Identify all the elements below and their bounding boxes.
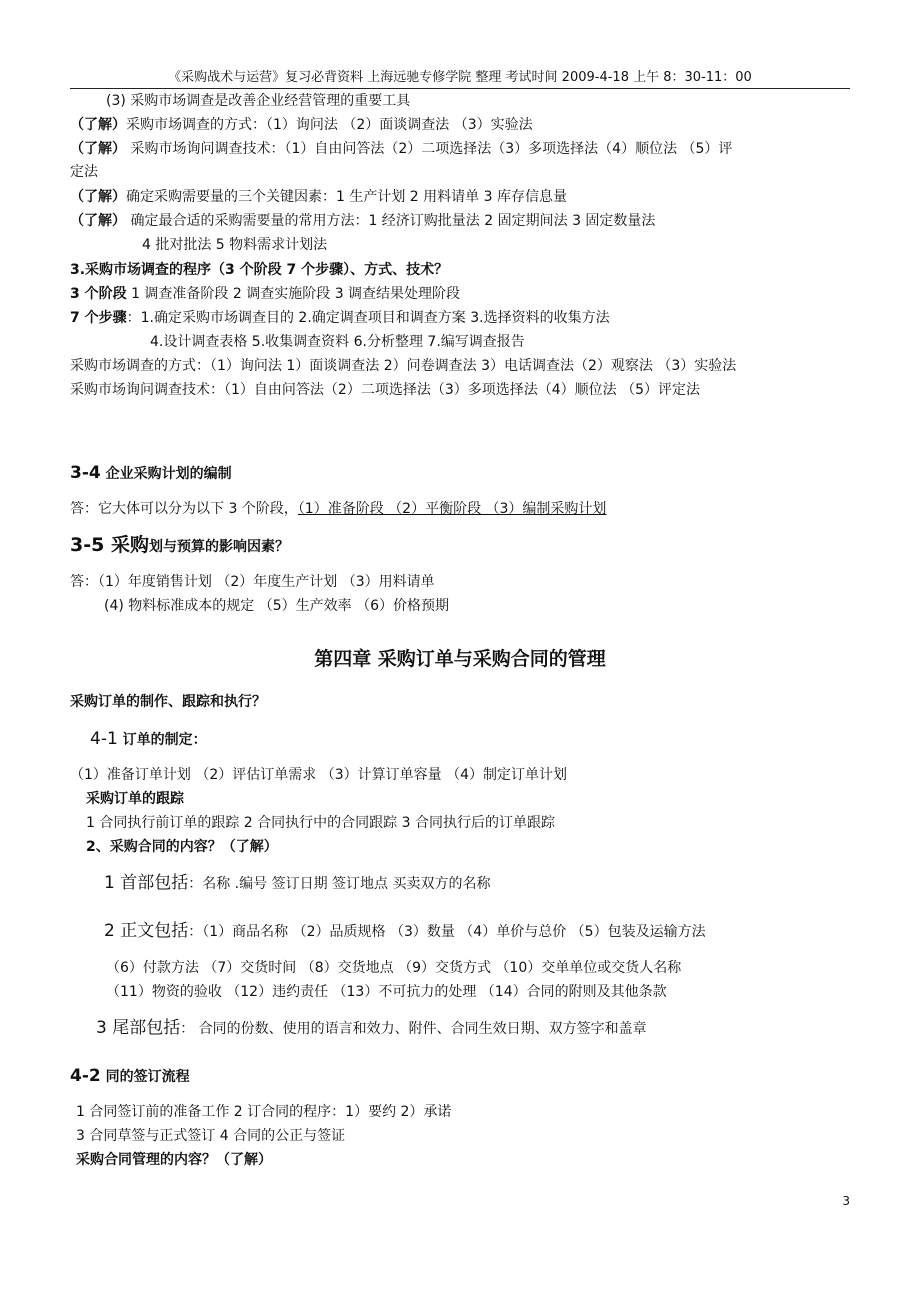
section-heading — [70, 464, 232, 483]
section-title: 企业采购计划的编制 — [100, 466, 232, 482]
text-line: (3) 采购市场调查是改善企业经营管理的重要工具 — [106, 93, 411, 109]
section-number: 4-2 — [70, 1066, 101, 1086]
part-label: 2 正文包括 — [104, 921, 189, 941]
text-line: 3 合同草签与正式签订 4 合同的公正与签证 — [76, 1128, 346, 1144]
chapter-title: 第四章 采购订单与采购合同的管理 — [314, 648, 606, 670]
text-line: （6）付款方法 （7）交货时间 （8）交货地点 （9）交货方式 （10）交单单位或交货人名称 — [106, 960, 682, 976]
line-text: 确定最合适的采购需要量的常用方法：1 经济订购批量法 2 固定期间法 3 固定数量法 — [126, 213, 656, 229]
section-title: 划与预算的影响因素？ — [148, 539, 289, 555]
line-text: ： 合同的份数、使用的语言和效力、附件、合同生效日期、双方签字和盖章 — [180, 1021, 647, 1037]
text-line: （11）物资的验收 （12）违约责任 （13）不可抗力的处理 （14）合同的附则及其他条款 — [106, 984, 667, 1000]
text-line — [96, 1019, 647, 1038]
line-text: 确定采购需要量的三个关键因素：1 生产计划 2 用料请单 3 库存信息量 — [126, 189, 567, 205]
part-label: 1 首部包括 — [104, 873, 189, 893]
text-line — [70, 140, 732, 158]
text-line: 4.设计调查表格 5.收集调查资料 6.分析整理 7.编写调查报告 — [150, 334, 525, 350]
text-line — [70, 285, 460, 303]
text-line — [70, 500, 606, 518]
text-line — [104, 874, 490, 893]
line-text: ：（1）商品名称 （2）品质规格 （3）数量 （4）单价与总价 （5）包装及运输方法 — [188, 924, 706, 940]
tag-label: 7 个步骤 — [70, 310, 127, 326]
section-number: 4-1 — [90, 729, 118, 749]
page-number: 3 — [842, 1194, 850, 1208]
text-line — [104, 922, 706, 941]
text-line: (4) 物料标准成本的规定 （5）生产效率 （6）价格预期 — [104, 598, 449, 614]
question-heading: 采购合同管理的内容？（了解） — [76, 1152, 272, 1168]
line-text: 1 调查准备阶段 2 调查实施阶段 3 调查结果处理阶段 — [126, 286, 461, 302]
text-line — [70, 116, 533, 134]
question-heading: 2、采购合同的内容？（了解） — [86, 839, 278, 855]
section-heading — [70, 536, 289, 556]
part-label: 3 尾部包括 — [96, 1018, 181, 1038]
text-line: 答：（1）年度销售计划 （2）年度生产计划 （3）用料请单 — [70, 574, 435, 590]
text-line: 1 合同签订前的准备工作 2 订合同的程序：1）要约 2）承诺 — [76, 1104, 452, 1120]
section-title: 订单的制定： — [117, 732, 207, 748]
question-heading: 采购订单的制作、跟踪和执行？ — [70, 694, 266, 710]
line-text: 采购市场询问调查技术：（1）自由问答法（2）二项选择法（3）多项选择法（4）顺位法 （5）评 — [126, 141, 733, 157]
section-heading — [90, 730, 207, 749]
text-line: （1）准备订单计划 （2）评估订单需求 （3）计算订单容量 （4）制定订单计划 — [70, 767, 567, 783]
text-line: 采购市场询问调查技术：（1）自由问答法（2）二项选择法（3）多项选择法（4）顺位法 （5）评定法 — [70, 382, 700, 398]
section-number: 3-4 — [70, 463, 101, 483]
underlined-text: （1）准备阶段 （2）平衡阶段 （3）编制采购计划 — [297, 501, 607, 517]
tag-label: （了解） — [70, 141, 126, 157]
line-text: ：名称 .编号 签订日期 签订地点 买卖双方的名称 — [188, 876, 491, 892]
section-number: 3-5 采购 — [70, 534, 149, 556]
section-heading — [70, 1067, 190, 1086]
question-heading: 3.采购市场调查的程序（3 个阶段 7 个步骤）、方式、技术？ — [70, 262, 449, 278]
text-line: 定法 — [70, 164, 98, 180]
line-text: 采购市场调查的方式：（1）询问法 （2）面谈调查法 （3）实验法 — [126, 117, 533, 133]
page-header: 《采购战术与运营》复习必背资料 上海远驰专修学院 整理 考试时间 2009-4-18 上午 8：30-11：00 — [70, 66, 850, 89]
tag-label: 3 个阶段 — [70, 286, 127, 302]
section-title: 同的签订流程 — [100, 1069, 190, 1085]
text-line: 采购市场调查的方式：（1）询问法 1）面谈调查法 2）问卷调查法 3）电话调查法（2）观察法 （3）实验法 — [70, 358, 737, 374]
line-text: ：1.确定采购市场调查目的 2.确定调查项目和调查方案 3.选择资料的收集方法 — [126, 310, 610, 326]
text-line — [70, 309, 610, 327]
line-text: 答：它大体可以分为以下 3 个阶段， — [70, 501, 298, 517]
text-line — [70, 188, 567, 206]
question-heading: 采购订单的跟踪 — [86, 791, 184, 807]
tag-label: （了解） — [70, 213, 126, 229]
text-line: 1 合同执行前订单的跟踪 2 合同执行中的合同跟踪 3 合同执行后的订单跟踪 — [86, 815, 555, 831]
text-line — [70, 212, 655, 230]
tag-label: （了解） — [70, 117, 126, 133]
tag-label: （了解） — [70, 189, 126, 205]
text-line: 4 批对批法 5 物料需求计划法 — [142, 237, 328, 253]
